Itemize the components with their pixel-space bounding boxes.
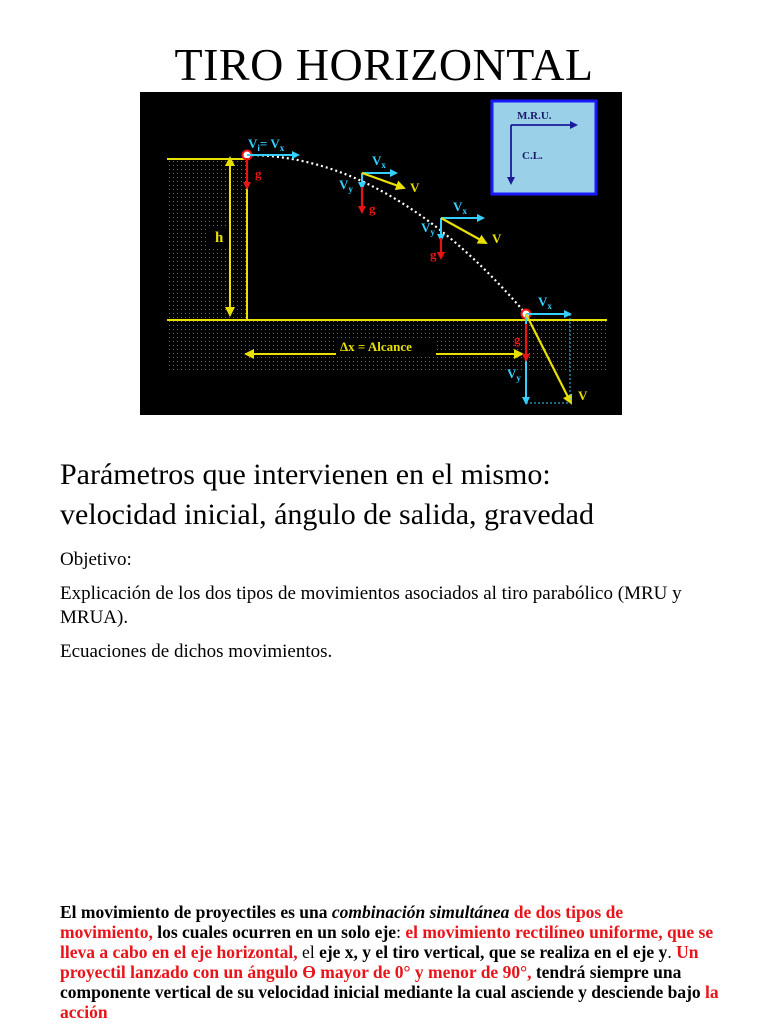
desc-italic: combinación simultánea <box>331 902 510 922</box>
p3-v-arrow <box>441 218 486 243</box>
desc-part: los cuales ocurren en un solo eje <box>152 922 397 942</box>
trajectory-path <box>247 155 526 314</box>
p4-v-label: V <box>578 388 588 403</box>
projectile-diagram <box>140 92 622 415</box>
height-label: h <box>215 230 224 246</box>
desc-red: el movimiento rectilíneo uniforme, que se lleva a cabo en el eje horizontal, <box>60 922 714 962</box>
objetivo-section <box>60 548 700 674</box>
desc-part: . <box>667 942 677 962</box>
objetivo-explicacion: Explicación de los dos tipos de movimientos asociados al tiro parabólico (MRU y MRUA). <box>60 583 682 628</box>
range-label: Δx = Alcance <box>340 339 412 354</box>
parametros-line1: Parámetros que intervienen en el mismo: <box>60 458 551 491</box>
cliff <box>167 159 247 319</box>
legend-cl-label: C.L. <box>522 150 543 162</box>
p2-vy-label: $V_y$ <box>339 177 353 194</box>
desc-part: El movimiento de proyectiles es una <box>60 902 332 922</box>
p2-vx-label: $V_x$ <box>372 153 386 170</box>
p2-v-label: V <box>410 180 420 195</box>
launch-g-label: g <box>255 166 262 181</box>
p2-g-label: g <box>369 201 376 216</box>
objetivo-label: Objetivo: <box>60 549 132 570</box>
p4-vx-label: $V_x$ <box>538 294 552 311</box>
desc-part: eje x, y el tiro vertical, que se realiza en el eje y <box>319 942 668 962</box>
desc-part: tendrá siempre una componente vertical de su velocidad inicial mediante la cual asciende y desciende bajo <box>60 962 706 1002</box>
page-title: TIRO HORIZONTAL <box>174 39 594 90</box>
launch-vi-label: $V_i= V_x$ <box>248 136 285 153</box>
p3-vy-label: $V_y$ <box>421 220 435 237</box>
p2-v-arrow <box>362 173 404 188</box>
projectile-description <box>60 902 720 1022</box>
parametros-heading <box>60 455 750 535</box>
desc-red: de dos tipos de movimiento, <box>60 902 624 942</box>
objetivo-ecuaciones: Ecuaciones de dichos movimientos. <box>60 641 333 662</box>
desc-part: el <box>297 942 320 962</box>
p3-v-label: V <box>492 231 502 246</box>
desc-red: Un proyectil lanzado con un ángulo ϴ mayor de 0° y menor de 90°, <box>60 942 699 982</box>
p3-vx-label: $V_x$ <box>453 199 467 216</box>
p4-vy-label: $V_y$ <box>507 366 521 383</box>
legend-mru-label: M.R.U. <box>517 110 552 122</box>
parametros-line2: velocidad inicial, ángulo de salida, gravedad <box>60 498 594 531</box>
desc-part: : <box>396 922 406 942</box>
desc-red: la acción <box>60 982 719 1022</box>
p4-g-label: g <box>514 332 521 347</box>
p3-g-label: g <box>430 247 437 262</box>
